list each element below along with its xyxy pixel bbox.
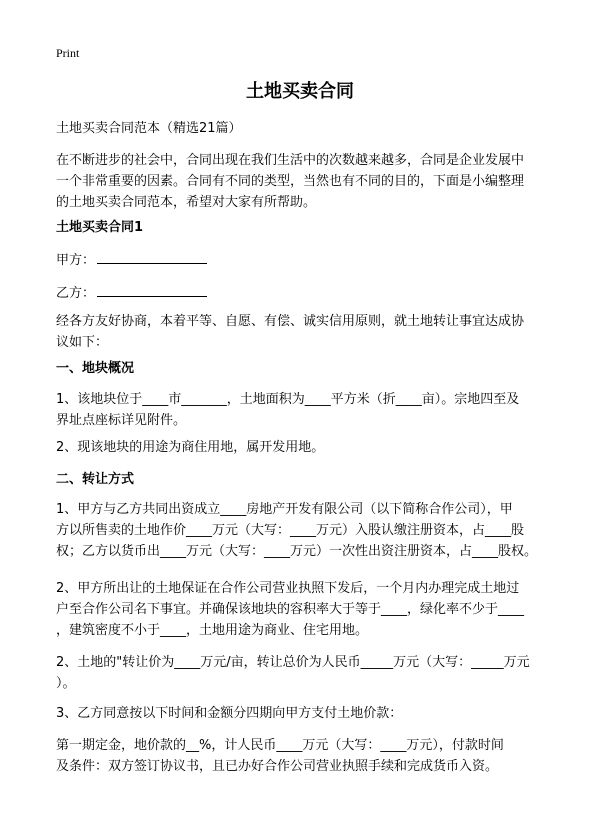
party-a-label: 甲方：	[56, 253, 96, 268]
party-a-blank	[97, 249, 207, 264]
payment1-line: 及条件：双方签订协议书，且已办好合作公司营业执照手续和完成货币入资。	[56, 759, 499, 774]
section2-item3	[56, 652, 556, 694]
preamble-line: 议如下：	[56, 335, 109, 350]
intro-line: 一个非常重要的因素。合同有不同的类型，当然也有不同的目的，下面是小编整理	[56, 174, 525, 189]
section2-item1	[56, 499, 556, 562]
subtitle	[56, 118, 556, 139]
preamble-line: 经各方友好协商，本着平等、自愿、有偿、诚实信用原则，就土地转让事宜达成协	[56, 314, 525, 329]
party-b-blank	[97, 282, 207, 297]
section2-item1-line: 方以所售卖的土地作价____万元（大写：____万元）入股认缴注册资本，占____股	[56, 523, 525, 538]
section2-item4	[56, 703, 556, 724]
section1-item1	[56, 389, 556, 431]
party-b-label: 乙方：	[56, 286, 96, 301]
section1-item1-line: 1、该地块位于____市_______，土地面积为____平方米（折____亩）。宗地四至及	[56, 392, 520, 407]
payment1-line: 第一期定金，地价款的__%，计人民币____万元（大写：____万元），付款时间	[56, 738, 504, 753]
contract-heading-text: 土地买卖合同1	[56, 220, 144, 235]
section2-item3-line: 2、土地的"转让价为____万元/亩，转让总价为人民币_____万元（大写：_____万元	[56, 655, 530, 670]
section1-item2-text: 2、现该地块的用途为商住用地，属开发用地。	[56, 440, 325, 455]
section2-heading-text: 二、转让方式	[56, 472, 135, 487]
section2-heading	[56, 469, 556, 490]
section1-item2	[56, 437, 556, 458]
print-label[interactable]: Print	[56, 46, 80, 60]
party-b-row	[56, 282, 556, 303]
section2-item2-line: 户至合作公司名下事宜。并确保该地块的容积率大于等于____，绿化率不少于____	[56, 602, 525, 617]
section2-item4-text: 3、乙方同意按以下时间和金额分四期向甲方支付土地价款：	[56, 706, 403, 721]
subtitle-text: 土地买卖合同范本（精选21篇）	[56, 121, 242, 136]
section1-heading-text: 一、地块概况	[56, 361, 135, 376]
intro-line: 的土地买卖合同范本，希望对大家有所帮助。	[56, 195, 317, 210]
preamble-paragraph	[56, 311, 556, 353]
section1-heading	[56, 358, 556, 379]
section2-item1-line: 权；乙方以货币出____万元（大写：____万元）一次性出资注册资本，占____股权。	[56, 544, 538, 559]
contract-heading	[56, 217, 556, 238]
section2-item2-line: 2、甲方所出让的土地保证在合作公司营业执照下发后，一个月内办理完成土地过	[56, 581, 520, 596]
section2-item2-line: ，建筑密度不小于____，土地用途为商业、住宅用地。	[56, 623, 369, 638]
party-a-row	[56, 249, 556, 270]
intro-paragraph	[56, 150, 556, 213]
intro-line: 在不断进步的社会中，合同出现在我们生活中的次数越来越多，合同是企业发展中	[56, 153, 525, 168]
section2-item1-line: 1、甲方与乙方共同出资成立____房地产开发有限公司（以下简称合作公司），甲	[56, 502, 513, 517]
section2-item3-line: ）。	[56, 676, 76, 691]
section2-item2	[56, 578, 556, 641]
document-title: 土地买卖合同	[246, 81, 354, 102]
payment1-paragraph	[56, 735, 556, 777]
section1-item1-line: 界址点座标详见附件。	[56, 413, 187, 428]
